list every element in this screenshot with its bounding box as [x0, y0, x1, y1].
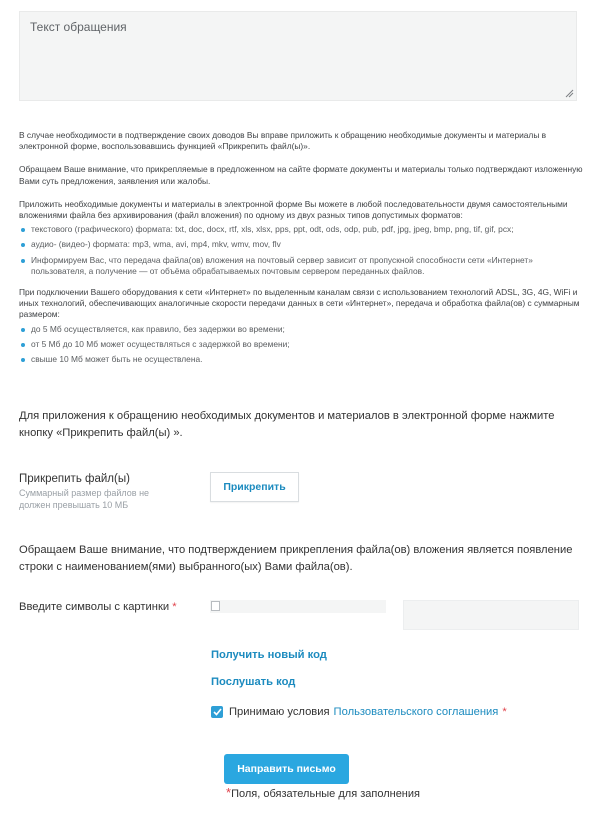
submit-button[interactable]: Направить письмо	[224, 754, 349, 784]
info-paragraph-4: При подключении Вашего оборудования к сети «Интернет» по выделенным каналам связи с использованием технологий ADSL, 3G, 4G, WiFi и иных технологий, обеспечивающих аналогичные скорости передачи данных в сети «Интернет», передача и обработка файла(ов) с суммарным размером:	[19, 287, 580, 320]
list-item: до 5 Мб осуществляется, как правило, без задержки во времени;	[31, 324, 584, 335]
attach-label: Прикрепить файл(ы)	[19, 473, 130, 485]
formats-list	[19, 224, 584, 277]
info-paragraph-3: Приложить необходимые документы и материалы в электронной форме Вы можете в любой последовательности двумя самостоятельными вложениями файла без архивирования (файл вложения) по одному из двух разных типов допустимых форматов:	[19, 198, 568, 221]
required-mark: *	[172, 601, 177, 613]
captcha-image	[210, 600, 386, 613]
captcha-input[interactable]	[403, 600, 579, 630]
attach-instruction: Для приложения к обращению необходимых документов и материалов в электронной форме нажмите кнопку «Прикрепить файл(ы) ».	[19, 410, 555, 439]
agreement-text: Принимаю условия	[229, 706, 330, 718]
attachment-info	[19, 130, 584, 369]
get-new-code-link[interactable]: Получить новый код	[211, 649, 327, 661]
list-item: аудио- (видео-) формата: mp3, wma, avi, mp4, mkv, wmv, mov, flv	[31, 239, 584, 250]
message-placeholder: Текст обращения	[30, 20, 127, 34]
resize-handle-icon[interactable]	[565, 89, 574, 98]
required-mark: *	[226, 785, 232, 800]
agreement-checkbox[interactable]	[211, 706, 223, 718]
captcha-label-text: Введите символы с картинки	[19, 601, 170, 613]
user-agreement-link[interactable]: Пользовательского соглашения	[333, 706, 499, 718]
info-paragraph-1: В случае необходимости в подтверждение своих доводов Вы вправе приложить к обращению необходимые документы и материалы в электронной форме, воспользовавшись функцией «Прикрепить файл(ы)».	[19, 130, 547, 152]
attach-notice: Обращаем Ваше внимание, что подтверждением прикрепления файла(ов) вложения является появление строки с наименованием(ями) выбранного(ых) Вами файла(ов).	[19, 544, 573, 573]
list-item: текстового (графического) формата: txt, doc, docx, rtf, xls, xlsx, pps, ppt, odt, ods, odp, pub, pdf, jpg, jpeg, bmp, png, tif, gif, pcx;	[31, 224, 584, 235]
message-textarea[interactable]	[19, 11, 577, 101]
list-item: от 5 Мб до 10 Мб может осуществляться с задержкой во времени;	[31, 339, 584, 350]
listen-code-link[interactable]: Послушать код	[211, 676, 296, 688]
checkmark-icon	[213, 708, 222, 716]
info-paragraph-2: Обращаем Ваше внимание, что прикрепляемые в предложенном на сайте формате документы и материалы только подтверждают изложенную Вами суть предложения, заявления или жалобы.	[19, 164, 583, 186]
attach-button[interactable]: Прикрепить	[210, 472, 299, 502]
broken-image-icon	[211, 601, 220, 611]
required-mark: *	[502, 706, 507, 718]
captcha-label	[19, 601, 177, 613]
agreement-row	[211, 706, 507, 718]
list-item: свыше 10 Мб может быть не осуществлена.	[31, 354, 584, 365]
attach-size-hint: Суммарный размер файлов не должен превышать 10 МБ	[19, 488, 150, 510]
required-fields-text: Поля, обязательные для заполнения	[231, 788, 420, 800]
required-fields-note	[226, 785, 420, 800]
sizes-list	[19, 324, 584, 366]
list-item: Информируем Вас, что передача файла(ов) вложения на почтовый сервер зависит от пропускной способности сети «Интернет» пользователя, а получение — от объёма обрабатываемых почтовым сервером переданных файлов.	[31, 255, 584, 277]
